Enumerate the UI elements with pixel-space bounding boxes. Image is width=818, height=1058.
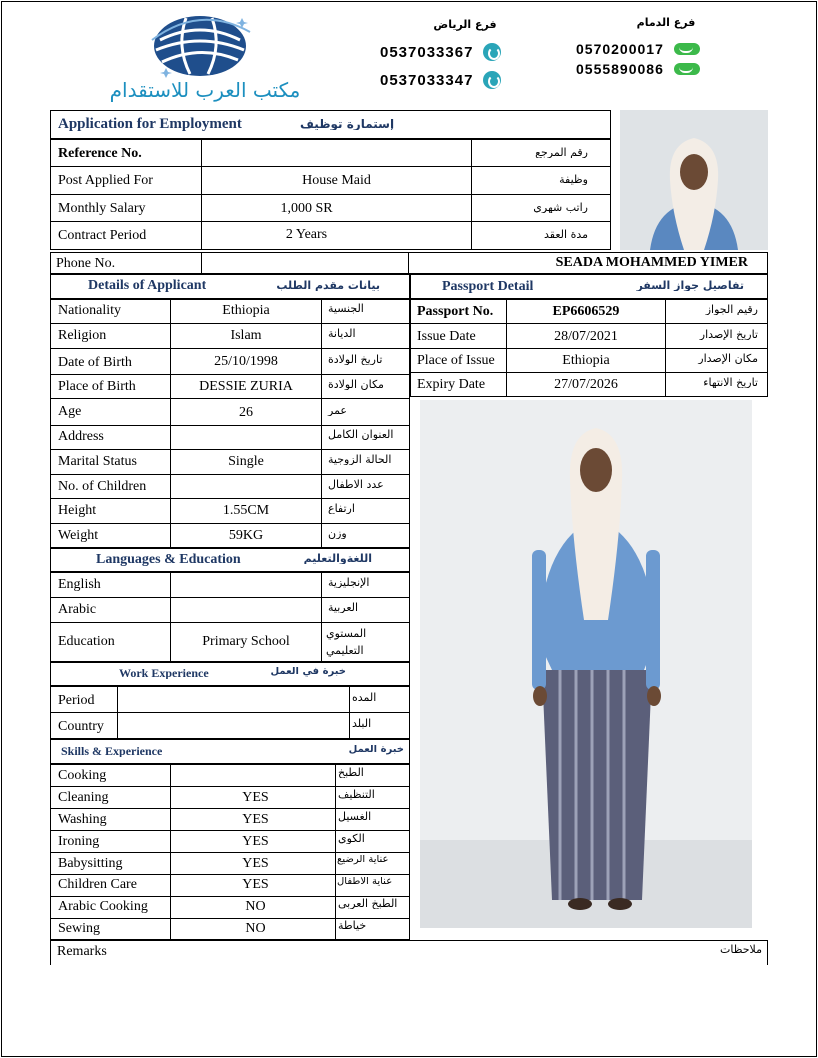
dammam-phone-1 xyxy=(576,41,756,57)
salary-label-ar: راتب شهري xyxy=(533,202,588,213)
skill-arabic-cooking-value: NO xyxy=(245,900,266,914)
education-value: Primary School xyxy=(202,635,290,649)
age-label: Age xyxy=(58,405,82,419)
skills-title-ar: خبرة العمل xyxy=(348,745,404,755)
age-value: 26 xyxy=(239,406,253,420)
remarks-label-ar: ملاحظات xyxy=(720,944,762,955)
riyadh-phone-2 xyxy=(380,71,550,89)
work-title-box xyxy=(50,662,410,686)
company-logo xyxy=(70,8,340,103)
children-label-ar: عدد الاطفال xyxy=(328,479,384,490)
skill-babysitting-label-ar: عناية الرضيع xyxy=(337,855,389,865)
dammam-phone-2 xyxy=(576,61,756,77)
period-label: Period xyxy=(58,694,95,708)
riyadh-branch xyxy=(380,18,550,89)
skill-cooking-label-ar: الطبخ xyxy=(338,767,364,778)
expiry-date-label: Expiry Date xyxy=(417,378,486,392)
salary-value: 1,000 SR xyxy=(280,202,333,216)
nationality-label: Nationality xyxy=(58,304,121,318)
place-of-issue-value: Ethiopia xyxy=(562,354,610,368)
passport-no-label-ar: رقيم الجواز xyxy=(705,304,758,315)
pob-label: Place of Birth xyxy=(58,380,136,394)
address-label-ar: العنوان الكامل xyxy=(328,429,394,440)
issue-date-label: Issue Date xyxy=(417,330,476,344)
skills-title-en: Skills & Experience xyxy=(61,745,163,757)
address-label: Address xyxy=(58,430,104,444)
marital-value: Single xyxy=(228,455,264,469)
application-title-ar: إستمارة توظيف xyxy=(300,118,395,130)
languages-title-en: Languages & Education xyxy=(96,553,241,567)
contract-value: 2 Years xyxy=(285,228,328,242)
passport-no-label: Passport No. xyxy=(417,305,494,319)
height-label-ar: ارتفاع xyxy=(328,503,355,514)
skill-cleaning-value: YES xyxy=(242,791,269,805)
religion-label: Religion xyxy=(58,329,107,343)
post-label: Post Applied For xyxy=(58,174,153,188)
reference-label-ar: رقم المرجع xyxy=(535,147,588,158)
nationality-value: Ethiopia xyxy=(222,304,270,318)
skill-ironing-value: YES xyxy=(242,835,269,849)
skill-children-care-label-ar: عناية الأطفال xyxy=(337,877,393,887)
skill-ironing-label-ar: الكوي xyxy=(338,833,365,844)
arabic-label: Arabic xyxy=(58,603,97,617)
application-title-en: Application for Employment xyxy=(58,117,242,132)
children-label: No. of Children xyxy=(58,480,147,494)
religion-label-ar: الديانة xyxy=(328,328,356,339)
work-title-en: Work Experience xyxy=(119,667,209,679)
skill-ironing-label: Ironing xyxy=(58,835,100,849)
contract-label: Contract Period xyxy=(58,229,147,243)
nationality-label-ar: الجنسية xyxy=(328,303,364,314)
phone-icon xyxy=(674,63,700,75)
riyadh-phone-1 xyxy=(380,43,550,61)
dammam-phone-1-number: 0570200017 xyxy=(576,41,664,57)
skill-babysitting-value: YES xyxy=(242,857,269,871)
skill-cleaning-label-ar: التنظيف xyxy=(338,789,375,800)
marital-label: Marital Status xyxy=(58,455,137,469)
applicant-title-ar: بيانات مقدم الطلب xyxy=(276,280,380,291)
dammam-branch-title: فرع الدمام xyxy=(636,16,696,29)
expiry-date-value: 27/07/2026 xyxy=(554,378,618,392)
work-title-ar: خبرة في العمل xyxy=(270,667,346,677)
place-of-issue-label-ar: مكان الإصدار xyxy=(698,353,758,364)
riyadh-branch-title: فرع الرياض xyxy=(433,18,497,31)
expiry-date-label-ar: تاريخ الانتهاء xyxy=(703,377,758,388)
english-label: English xyxy=(58,578,101,592)
period-label-ar: المده xyxy=(352,692,377,703)
skill-babysitting-label: Babysitting xyxy=(58,857,123,871)
dob-value: 25/10/1998 xyxy=(214,355,278,369)
salary-label: Monthly Salary xyxy=(58,202,146,216)
weight-label: Weight xyxy=(58,529,99,543)
height-value: 1.55CM xyxy=(222,504,270,518)
skill-washing-label-ar: الغسيل xyxy=(338,811,372,822)
skill-washing-label: Washing xyxy=(58,813,107,827)
dammam-phone-2-number: 0555890086 xyxy=(576,61,664,77)
education-label-ar: المستوي التعليمي xyxy=(326,627,367,657)
applicant-photo-full xyxy=(420,400,752,928)
education-label: Education xyxy=(58,635,115,649)
passport-no-value: EP6606529 xyxy=(552,305,620,319)
arabic-label-ar: العربية xyxy=(328,602,359,613)
riyadh-phone-2-number: 0537033347 xyxy=(380,71,474,89)
passport-title-en: Passport Detail xyxy=(442,280,534,294)
riyadh-phone-1-number: 0537033367 xyxy=(380,43,474,61)
applicant-title-en: Details of Applicant xyxy=(88,279,207,293)
globe-logo-icon xyxy=(146,10,254,78)
height-label: Height xyxy=(58,504,97,518)
remarks-label: Remarks xyxy=(57,945,107,959)
skill-washing-value: YES xyxy=(242,813,269,827)
weight-label-ar: وزن xyxy=(328,528,347,539)
skill-cooking-label: Cooking xyxy=(58,769,107,783)
religion-value: Islam xyxy=(230,329,262,343)
reference-label: Reference No. xyxy=(58,147,142,161)
issue-date-value: 28/07/2021 xyxy=(554,330,618,344)
skill-sewing-value: NO xyxy=(245,922,266,936)
dob-label-ar: تاريخ الولادة xyxy=(328,354,383,365)
country-label-ar: البلد xyxy=(352,718,372,729)
dammam-branch xyxy=(576,16,756,77)
skill-arabic-cooking-label-ar: الطبخ العربي xyxy=(338,898,398,909)
skill-children-care-label: Children Care xyxy=(58,878,137,892)
contract-label-ar: مدة العقد xyxy=(544,229,588,240)
place-of-issue-label: Place of Issue xyxy=(417,354,495,368)
whatsapp-icon xyxy=(483,71,501,89)
applicant-photo-small xyxy=(620,110,768,250)
pob-label-ar: مكان الولادة xyxy=(328,379,384,390)
dob-label: Date of Birth xyxy=(58,356,132,370)
skill-arabic-cooking-label: Arabic Cooking xyxy=(58,900,148,914)
phone-label: Phone No. xyxy=(56,257,116,271)
applicant-name: SEADA MOHAMMED YIMER xyxy=(555,256,748,270)
post-label-ar: وظيفة xyxy=(559,174,588,185)
weight-value: 59KG xyxy=(228,529,264,543)
phone-icon xyxy=(674,43,700,55)
issue-date-label-ar: تاريخ الإصدار xyxy=(699,329,758,340)
skill-cleaning-label: Cleaning xyxy=(58,791,109,805)
post-value: House Maid xyxy=(302,174,371,188)
languages-title-ar: اللغةوالتعليم xyxy=(303,553,372,564)
pob-value: DESSIE ZURIA xyxy=(199,380,293,394)
skill-sewing-label-ar: خياطة xyxy=(338,920,367,931)
age-label-ar: عمر xyxy=(328,405,347,416)
marital-label-ar: الحالة الزوجية xyxy=(328,454,392,465)
logo-text: مكتب العرب للاستقدام xyxy=(109,78,301,102)
passport-title-ar: تفاصيل جواز السفر xyxy=(636,280,744,291)
skill-children-care-value: YES xyxy=(242,878,269,892)
whatsapp-icon xyxy=(483,43,501,61)
english-label-ar: الإنجليزية xyxy=(328,577,370,588)
skill-sewing-label: Sewing xyxy=(58,922,100,936)
country-label: Country xyxy=(58,720,104,734)
